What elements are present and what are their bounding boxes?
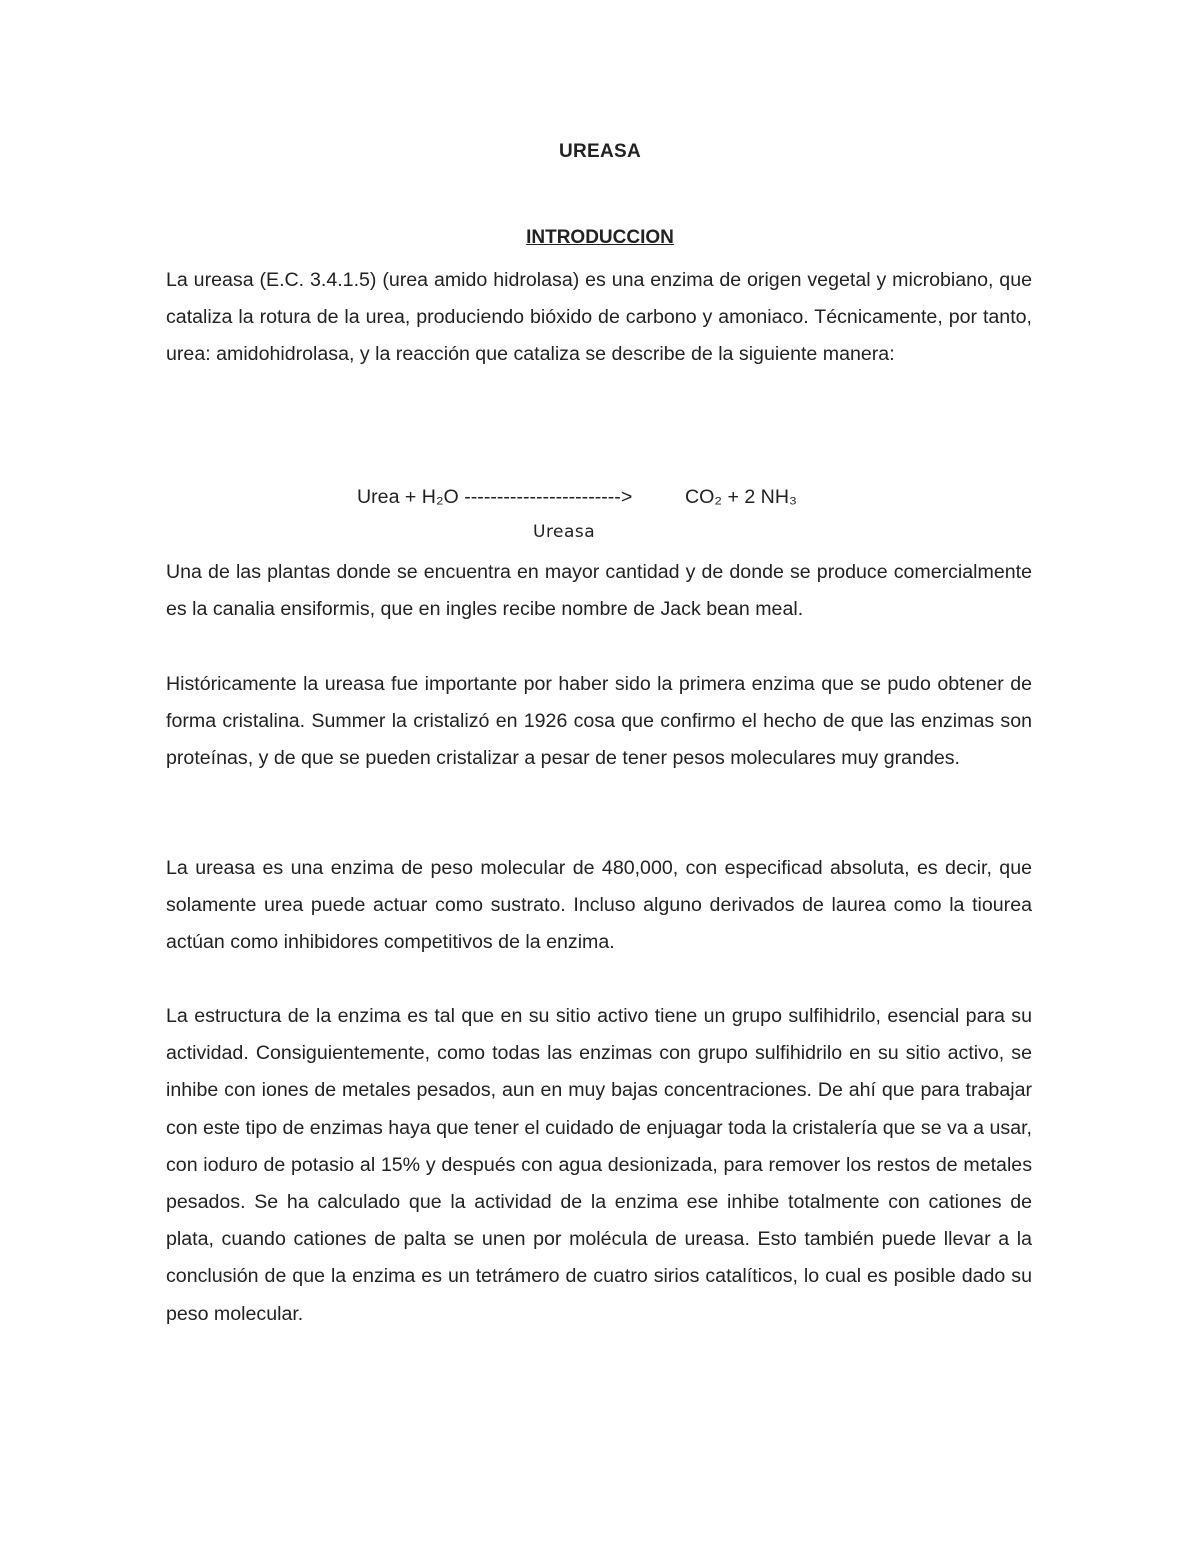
equation-products: CO₂ + 2 NH₃: [685, 486, 797, 508]
equation-reactants: Urea + H₂O ------------------------>: [357, 486, 633, 508]
paragraph-intro: La ureasa (E.C. 3.4.1.5) (urea amido hidrolasa) es una enzima de origen vegetal y microbiano, que cataliza la rotura de la urea, produciendo bióxido de carbono y amoniaco. Técnicamente, por tanto, urea: amidohidrolasa, y la reacción que cataliza se describe de la siguiente manera:: [166, 269, 1032, 366]
paragraph-history: Históricamente la ureasa fue importante por haber sido la primera enzima que se pudo obtener de forma cristalina. Summer la cristalizó en 1926 cosa que confirmo el hecho de que las enzimas son proteínas, y de que se pueden cristalizar a pesar de tener pesos moleculares muy grandes.: [166, 673, 1032, 770]
document-title: UREASA: [558, 141, 642, 162]
paragraph-properties: La ureasa es una enzima de peso molecular de 480,000, con especificad absoluta, es decir, que solamente urea puede actuar como sustrato. Incluso alguno derivados de laurea como la tiourea actúan como inhibidores competitivos de la enzima.: [166, 857, 1032, 954]
equation-catalyst: Ureasa: [533, 522, 596, 542]
section-heading: INTRODUCCION: [526, 227, 674, 248]
paragraph-source: Una de las plantas donde se encuentra en mayor cantidad y de donde se produce comercialmente es la canalia ensiformis, que en ingles recibe nombre de Jack bean meal.: [166, 561, 1032, 621]
reaction-equation: [0, 486, 1200, 516]
paragraph-structure: La estructura de la enzima es tal que en su sitio activo tiene un grupo sulfihidrilo, esencial para su actividad. Consiguientemente, como todas las enzimas con grupo sulfihidrilo en su sitio activo, se inhibe con iones de metales pesados, aun en muy bajas concentraciones. De ahí que para trabajar con este tipo de enzimas haya que tener el cuidado de enjuagar toda la cristalería que se va a usar, con ioduro de potasio al 15% y después con agua desionizada, para remover los restos de metales pesados. Se ha calculado que la actividad de la enzima ese inhibe totalmente con cationes de plata, cuando cationes de palta se unen por molécula de ureasa. Esto también puede llevar a la conclusión de que la enzima es un tetrámero de cuatro sirios catalíticos, lo cual es posible dado su peso molecular.: [166, 1005, 1032, 1325]
